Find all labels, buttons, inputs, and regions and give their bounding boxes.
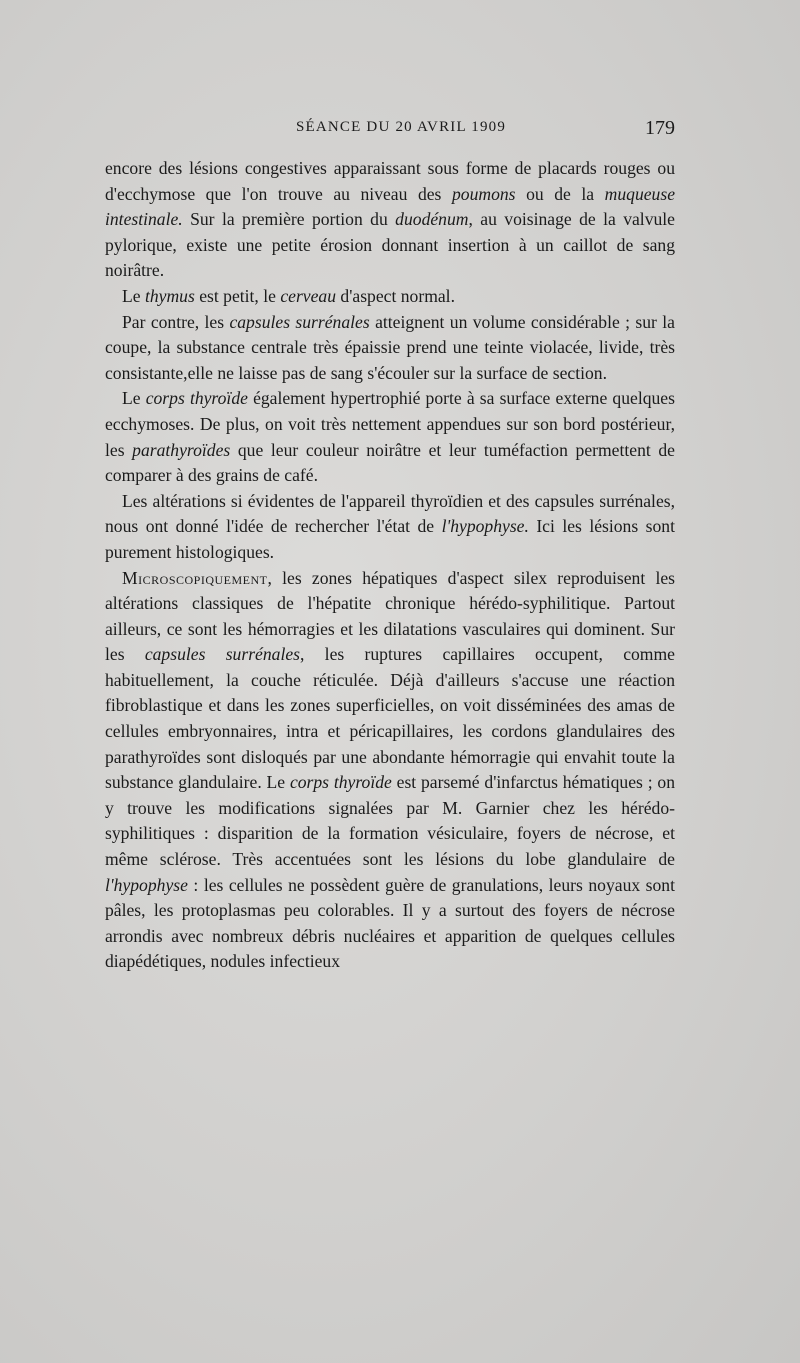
italic-term: l'hypophyse. (441, 516, 529, 537)
text-run: , les zones hépatiques d'aspect silex reproduisent les altérations classiques de l'hépatite chronique hérédo-syphilitique. Partout ailleurs, ce sont les hémorragies et les dilatations vasculaires qui dominent. Sur les (105, 567, 675, 665)
page-number: 179 (645, 117, 675, 139)
italic-term: cerveau (280, 285, 337, 306)
italic-term: corps thyroïde (289, 772, 392, 793)
italic-term: corps thyroïde (145, 388, 248, 409)
text-run: également hypertrophié porte à sa surface externe quelques ecchymoses. De plus, on voit très nettement appendues sur son bord postérieur, les (105, 388, 675, 460)
text-run: ou de la (515, 183, 605, 204)
paragraph (105, 310, 675, 387)
text-run: : les cellules ne possèdent guère de granulations, leurs noyaux sont pâles, les protoplasmas peu colorables. Il y a surtout des foyers de nécrose arrondis avec nombreux débris nucléaires et apparition de quelques cellules diapédétiques, nodules infectieux (105, 874, 675, 972)
italic-term: poumons (451, 183, 516, 204)
text-run: Sur la première portion du (182, 209, 396, 230)
paragraph (105, 284, 675, 310)
body-text (105, 156, 675, 975)
italic-term: duodénum (395, 209, 469, 230)
paragraph (105, 386, 675, 488)
italic-term: muqueuse intestinale. (105, 183, 675, 230)
text-run: Les altérations si évidentes de l'appareil thyroïdien et des capsules surrénales, nous ont donné l'idée de rechercher l'état de (105, 490, 675, 537)
text-run: Par contre, les (122, 311, 230, 332)
italic-term: parathyroïdes (132, 439, 231, 460)
text-run: Ici les lésions sont purement histologiques. (105, 516, 675, 562)
text-run: que leur couleur noirâtre et leur tuméfaction permettent de comparer à des grains de café. (105, 439, 675, 486)
text-run: Le (122, 388, 146, 409)
paragraph (105, 489, 675, 566)
paragraph (105, 156, 675, 284)
italic-term: capsules surrénales (144, 644, 300, 665)
italic-term: capsules surrénales (229, 311, 370, 332)
text-run: , au voisinage de la valvule pylorique, existe une petite érosion donnant insertion à un caillot de sang noirâtre. (105, 209, 675, 281)
text-run: est parsemé d'infarctus hématiques ; on y trouve les modifications signalées par M. Garnier chez les hérédo-syphilitiques : disparition de la formation vésiculaire, foyers de nécrose, et même sclérose. Très accentuées sont les lésions du lobe glandulaire de (105, 772, 675, 870)
small-caps-term: Microscopiquement (122, 567, 268, 588)
page-header (105, 117, 675, 143)
paragraph (105, 566, 675, 976)
running-head: SÉANCE DU 20 AVRIL 1909 (295, 119, 507, 135)
text-run: , les ruptures capillaires occupent, comme habituellement, la couche réticulée. Déjà d'ailleurs s'accuse une réaction fibroblastique et dans les zones superficielles, on voit disséminées des amas de cellules embryonnaires, intra et péricapillaires, les cordons glandulaires des parathyroïdes sont disloqués par une abondante hémorragie qui envahit toute la substance glandulaire. Le (105, 644, 675, 793)
italic-term: thymus (144, 285, 195, 306)
text-run: est petit, le (194, 285, 281, 306)
text-run: atteignent un volume considérable ; sur la coupe, la substance centrale très épaissie prend une teinte violacée, livide, très consistante,elle ne laisse pas de sang s'écouler sur la surface de section. (105, 311, 675, 383)
text-run: d'aspect normal. (336, 285, 455, 306)
text-run: Le (122, 285, 145, 306)
italic-term: l'hypophyse (105, 874, 188, 895)
text-run: encore des lésions congestives apparaissant sous forme de placards rouges ou d'ecchymose que l'on trouve au niveau des (105, 158, 675, 204)
